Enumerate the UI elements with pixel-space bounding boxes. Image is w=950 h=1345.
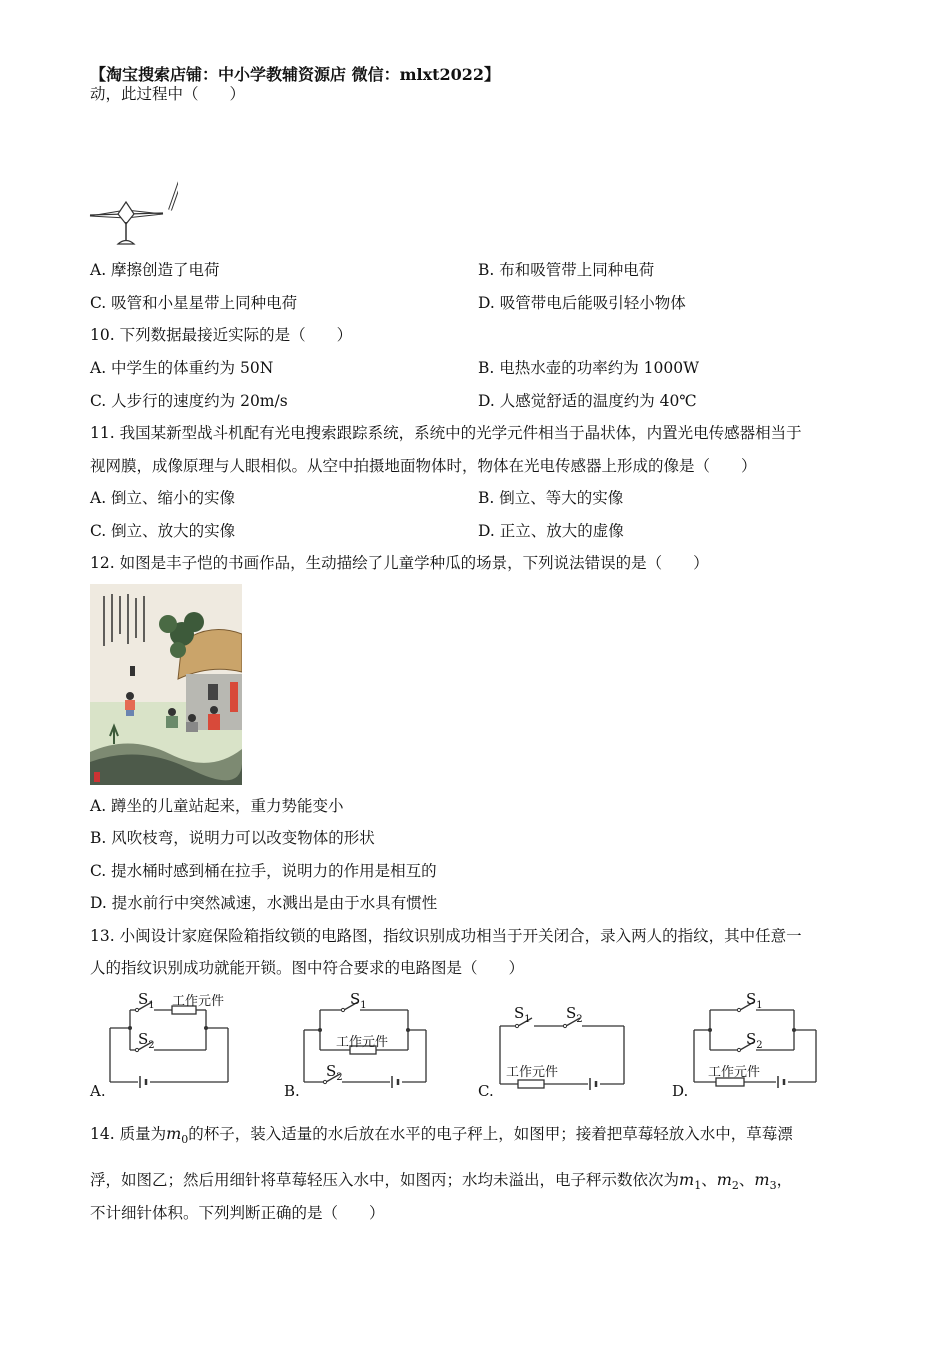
q14-stem-line3: 不计细针体积。下列判断正确的是（ ） <box>90 1204 385 1222</box>
q12-option-c: C. 提水桶时感到桶在拉手，说明力的作用是相互的 <box>90 862 437 880</box>
circuit-b-s2-sub: 2 <box>336 1072 343 1083</box>
q10-option-b: B. 电热水壶的功率约为 1000W <box>478 359 700 377</box>
q9-stem-tail: 动，此过程中（ ） <box>90 85 246 103</box>
circuit-c-s1-sub: 1 <box>524 1014 531 1025</box>
circuit-a-label: A. <box>90 1082 106 1100</box>
q10-stem: 10. 下列数据最接近实际的是（ ） <box>90 326 353 344</box>
q13-stem-line1: 13. 小闽设计家庭保险箱指纹锁的电路图，指纹识别成功相当于开关闭合，录入两人的指纹，其中任意一 <box>90 927 802 945</box>
circuit-b-component-label: 工作元件 <box>336 1035 389 1050</box>
q11-option-d: D. 正立、放大的虚像 <box>478 522 624 540</box>
q14-m3-sub: 3 <box>769 1179 777 1193</box>
q14-m1: m <box>679 1170 695 1189</box>
q14-m2: m <box>716 1170 732 1189</box>
feng-zikai-painting <box>90 584 242 785</box>
circuit-d-s1-sub: 1 <box>756 1000 763 1011</box>
circuit-b-s1-sub: 1 <box>360 1000 367 1011</box>
q10-option-a: A. 中学生的体重约为 50N <box>90 359 274 377</box>
q14-m2-sub: 2 <box>731 1179 739 1193</box>
circuit-c-s2: S <box>566 1004 577 1022</box>
q14-sep1: 、 <box>701 1171 717 1189</box>
q11-stem-line2: 视网膜，成像原理与人眼相似。从空中拍摄地面物体时，物体在光电传感器上形成的像是（ ） <box>90 457 757 475</box>
circuit-a-s1: S <box>138 990 149 1008</box>
circuit-d-s1: S <box>746 990 757 1008</box>
circuit-c-s1: S <box>514 1004 525 1022</box>
q14-m0: m <box>166 1124 182 1143</box>
q14-stem-line1 <box>90 1124 793 1150</box>
straw-star-figure <box>88 110 178 255</box>
circuit-d-label: D. <box>672 1082 689 1100</box>
q11-option-c: C. 倒立、放大的实像 <box>90 522 236 540</box>
q14-m0-sub: 0 <box>181 1133 189 1147</box>
circuit-d-component-label: 工作元件 <box>708 1065 761 1080</box>
q12-option-a: A. 蹲坐的儿童站起来，重力势能变小 <box>90 797 344 815</box>
circuit-c-s2-sub: 2 <box>576 1014 583 1025</box>
q9-option-c: C. 吸管和小星星带上同种电荷 <box>90 294 298 312</box>
circuit-d-s2: S <box>746 1030 757 1048</box>
q12-option-b: B. 风吹枝弯，说明力可以改变物体的形状 <box>90 829 375 847</box>
q14-sep2: 、 <box>738 1171 755 1189</box>
paper-star <box>90 202 163 244</box>
q14-m3: m <box>754 1170 770 1189</box>
q14-stem-p2: 的杯子，装入适量的水后放在水平的电子秤上，如图甲；接着把草莓轻放入水中，草莓漂 <box>188 1125 793 1143</box>
circuit-a-s1-sub: 1 <box>148 1000 155 1011</box>
q14-m1-sub: 1 <box>694 1179 702 1193</box>
circuit-a-component-label: 工作元件 <box>172 994 225 1009</box>
q9-option-b: B. 布和吸管带上同种电荷 <box>478 261 655 279</box>
q14-line2-end: ， <box>776 1171 793 1189</box>
q12-option-d: D. 提水前行中突然减速，水溅出是由于水具有惯性 <box>90 894 438 912</box>
q14-stem-p1: 14. 质量为 <box>90 1125 167 1143</box>
circuit-c-label: C. <box>478 1082 494 1100</box>
circuit-a-s2: S <box>138 1030 149 1048</box>
q11-option-a: A. 倒立、缩小的实像 <box>90 489 236 507</box>
circuit-b-label: B. <box>284 1082 300 1100</box>
q9-option-a: A. 摩擦创造了电荷 <box>90 261 220 279</box>
circuit-b-s2: S <box>326 1062 337 1080</box>
q14-line2-p1: 浮，如图乙；然后用细针将草莓轻压入水中，如图丙；水均未溢出，电子秤示数依次为 <box>90 1171 680 1189</box>
q9-option-d: D. 吸管带电后能吸引轻小物体 <box>478 294 686 312</box>
page-header: 【淘宝搜索店铺：中小学教辅资源店 微信：mlxt2022】 <box>90 65 501 84</box>
q12-stem: 12. 如图是丰子恺的书画作品，生动描绘了儿童学种瓜的场景，下列说法错误的是（ ） <box>90 554 709 572</box>
circuit-a-s2-sub: 2 <box>148 1040 155 1051</box>
circuit-d-s2-sub: 2 <box>756 1040 763 1051</box>
q10-option-d: D. 人感觉舒适的温度约为 40℃ <box>478 392 697 410</box>
circuit-c-component-label: 工作元件 <box>506 1065 559 1080</box>
q10-option-c: C. 人步行的速度约为 20m/s <box>90 392 288 410</box>
q11-stem-line1: 11. 我国某新型战斗机配有光电搜索跟踪系统，系统中的光学元件相当于晶状体，内置光电传感器相当于 <box>90 424 802 442</box>
q14-stem-line2 <box>90 1170 792 1196</box>
q11-option-b: B. 倒立、等大的实像 <box>478 489 624 507</box>
circuit-b-s1: S <box>350 990 361 1008</box>
q13-stem-line2: 人的指纹识别成功就能开锁。图中符合要求的电路图是（ ） <box>90 959 525 977</box>
